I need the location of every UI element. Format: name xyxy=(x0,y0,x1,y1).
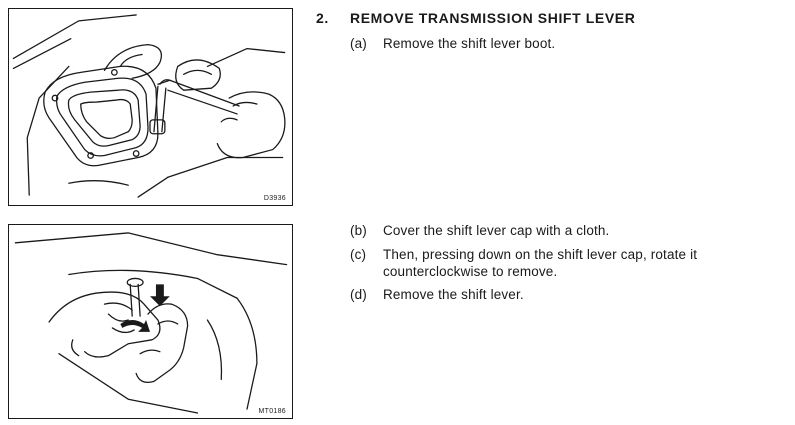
step-number: 2. xyxy=(316,10,329,26)
substep-d xyxy=(350,286,770,304)
substep-text: Cover the shift lever cap with a cloth. xyxy=(383,223,610,238)
substep-letter: (a) xyxy=(350,36,367,51)
substep-b xyxy=(350,222,770,240)
substep-a xyxy=(350,35,770,53)
illustration-cap-removal xyxy=(9,225,292,418)
figure-shift-lever-boot xyxy=(8,8,293,206)
substep-text: Remove the shift lever boot. xyxy=(383,36,556,51)
substep-letter: (d) xyxy=(350,287,367,302)
substep-text-line1: Then, pressing down on the shift lever cap, rotate it xyxy=(383,247,698,262)
substep-letter: (c) xyxy=(350,247,367,262)
illustration-boot-removal xyxy=(9,9,292,205)
figure-code: D3936 xyxy=(263,195,286,202)
substep-text-line2: counterclockwise to remove. xyxy=(383,264,558,279)
substep-letter: (b) xyxy=(350,223,367,238)
substep-text: Remove the shift lever. xyxy=(383,287,524,302)
step-title: REMOVE TRANSMISSION SHIFT LEVER xyxy=(350,10,636,26)
figure-shift-lever-cap xyxy=(8,224,293,419)
step-heading xyxy=(316,10,635,26)
figure-code: MT0186 xyxy=(258,408,286,415)
substep-c xyxy=(350,246,780,282)
